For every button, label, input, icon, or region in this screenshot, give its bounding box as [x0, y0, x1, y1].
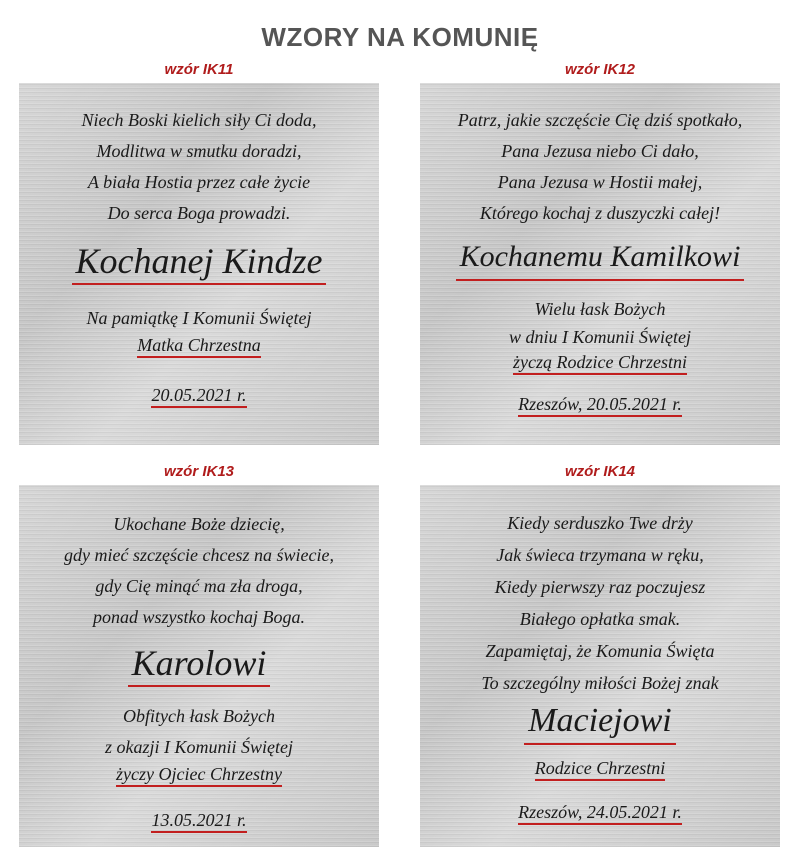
- verse-line: Pana Jezusa w Hostii małej,: [497, 172, 703, 192]
- engraving-plate: [420, 485, 780, 847]
- template-label: wzór IK12: [564, 61, 636, 78]
- verse-line: Jak świeca trzymana w ręku,: [496, 545, 704, 565]
- verse-line: Kiedy serduszko Twe drży: [507, 513, 693, 533]
- recipient-name: Kochanej Kindze: [72, 241, 327, 285]
- recipient-name: Kochanemu Kamilkowi: [456, 237, 745, 281]
- recipient-name: Karolowi: [128, 643, 271, 687]
- dedication-line: Wielu łask Bożych: [534, 299, 666, 319]
- engraving-plate: [19, 83, 379, 445]
- dedication-line: z okazji I Komunii Świętej: [105, 737, 293, 757]
- verse-line: Do serca Boga prowadzi.: [107, 203, 291, 223]
- template-card-ik11: [19, 61, 379, 445]
- verse-line: Kiedy pierwszy raz poczujesz: [494, 577, 706, 597]
- verse-line: Zapamiętaj, że Komunia Święta: [485, 641, 715, 661]
- dedication-line: w dniu I Komunii Świętej: [509, 327, 691, 347]
- verse-line: Patrz, jakie szczęście Cię dziś spotkało,: [457, 110, 743, 130]
- verse-line: Pana Jezusa niebo Ci dało,: [501, 141, 699, 161]
- date: Rzeszów, 24.05.2021 r.: [518, 801, 682, 825]
- template-card-ik12: [420, 61, 780, 445]
- signature: Matka Chrzestna: [137, 334, 261, 358]
- signature: życzą Rodzice Chrzestni: [513, 351, 687, 375]
- date: Rzeszów, 20.05.2021 r.: [518, 393, 682, 417]
- template-label: wzór IK11: [164, 61, 234, 78]
- verse-line: Ukochane Boże dziecię,: [113, 514, 285, 534]
- template-label: wzór IK14: [564, 463, 636, 480]
- dedication-line: Obfitych łask Bożych: [123, 706, 275, 726]
- verse-line: Modlitwa w smutku doradzi,: [96, 141, 302, 161]
- verse-line: Którego kochaj z duszyczki całej!: [479, 203, 721, 223]
- template-card-ik14: [420, 463, 780, 847]
- verse-line: Niech Boski kielich siły Ci doda,: [81, 110, 317, 130]
- recipient-name: Maciejowi: [524, 701, 676, 745]
- template-label: wzór IK13: [163, 463, 235, 480]
- template-card-ik13: [19, 463, 379, 847]
- engraving-plate: [19, 485, 379, 847]
- signature: życzy Ojciec Chrzestny: [116, 763, 282, 787]
- verse-line: A biała Hostia przez całe życie: [87, 172, 311, 192]
- date: 13.05.2021 r.: [151, 809, 246, 833]
- verse-line: gdy mieć szczęście chcesz na świecie,: [64, 545, 334, 565]
- verse-line: ponad wszystko kochaj Boga.: [93, 607, 305, 627]
- date: 20.05.2021 r.: [151, 384, 246, 408]
- verse-line: gdy Cię minąć ma zła droga,: [95, 576, 303, 596]
- page-title: WZORY NA KOMUNIĘ: [261, 22, 539, 52]
- signature: Rodzice Chrzestni: [535, 757, 666, 781]
- dedication-line: Na pamiątkę I Komunii Świętej: [86, 308, 312, 328]
- engraving-plate: [420, 83, 780, 445]
- verse-line: Białego opłatka smak.: [519, 609, 681, 629]
- verse-line: To szczególny miłości Bożej znak: [481, 673, 719, 693]
